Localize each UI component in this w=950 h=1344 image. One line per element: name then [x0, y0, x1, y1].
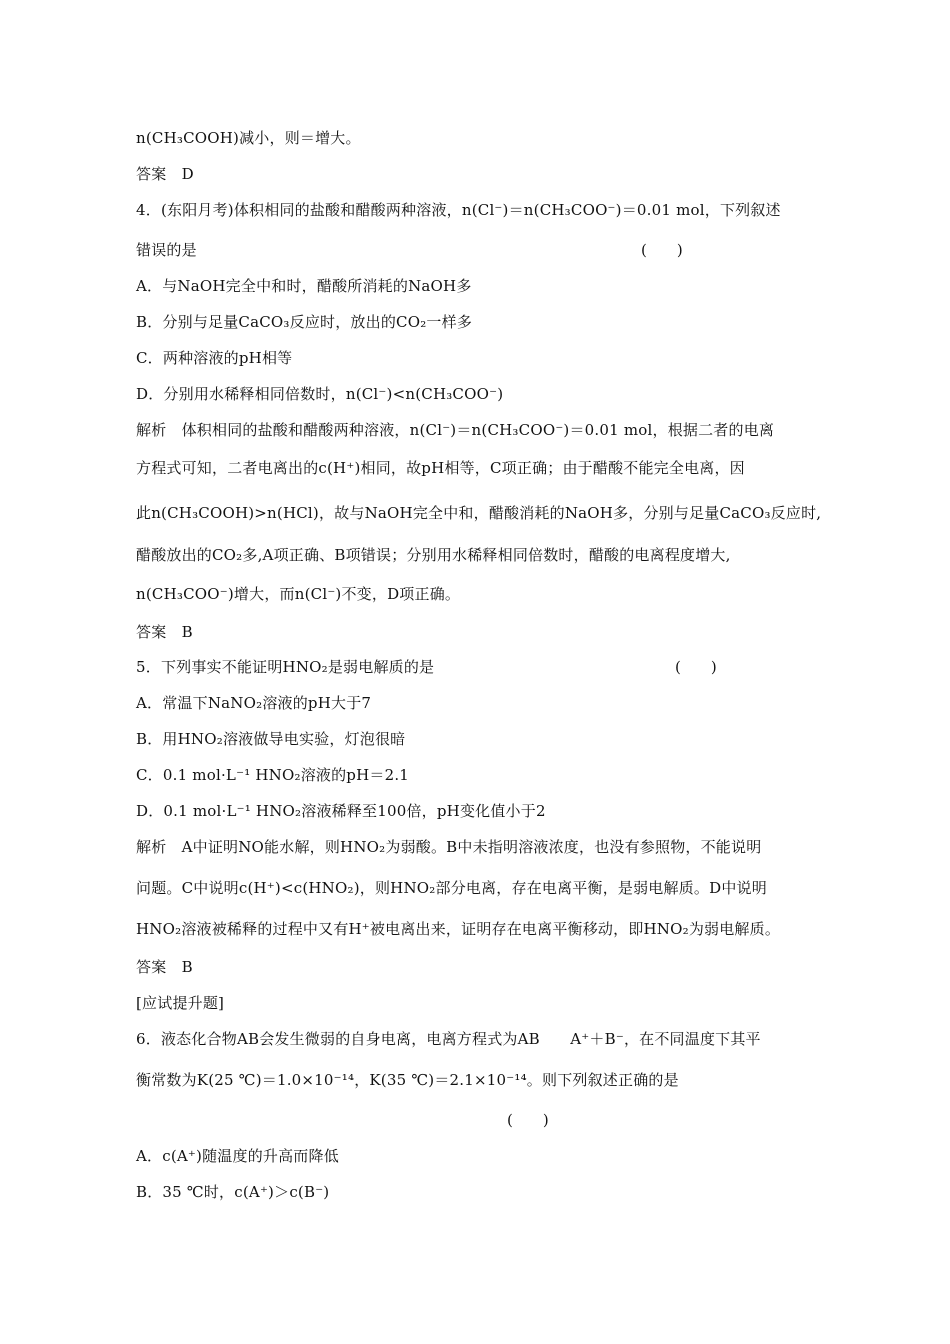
answer-paren-q5: ( ) — [675, 658, 717, 676]
answer-paren-q6: ( ) — [507, 1111, 549, 1129]
option-d: D．0.1 mol·L⁻¹ HNO₂溶液稀释至100倍，pH变化值小于2 — [136, 802, 546, 820]
analysis-line: 方程式可知，二者电离出的c(H⁺)相同，故pH相等，C项正确；由于醋酸不能完全电离，因 — [136, 459, 745, 477]
option-b: B．用HNO₂溶液做导电实验，灯泡很暗 — [136, 730, 406, 748]
analysis-line: 解析 A中证明NO能水解，则HNO₂为弱酸。B中未指明溶液浓度，也没有参照物，不能说明 — [136, 838, 762, 856]
question-6-stem-cont: 衡常数为K(25 ℃)＝1.0×10⁻¹⁴，K(35 ℃)＝2.1×10⁻¹⁴。则下列叙述正确的是 — [136, 1071, 679, 1089]
analysis-line: 问题。C中说明c(H⁺)<c(HNO₂)，则HNO₂部分电离，存在电离平衡，是弱电解质。D中说明 — [136, 879, 767, 897]
analysis-line: n(CH₃COO⁻)增大，而n(Cl⁻)不变，D项正确。 — [136, 585, 461, 603]
option-d: D．分别用水稀释相同倍数时，n(Cl⁻)<n(CH₃COO⁻) — [136, 385, 504, 403]
answer-paren-q4: ( ) — [641, 241, 683, 259]
option-c: C．0.1 mol·L⁻¹ HNO₂溶液的pH＝2.1 — [136, 766, 410, 784]
analysis-line: 解析 体积相同的盐酸和醋酸两种溶液，n(Cl⁻)＝n(CH₃COO⁻)＝0.01 mol，根据二者的电离 — [136, 421, 775, 439]
option-a: A．与NaOH完全中和时，醋酸所消耗的NaOH多 — [136, 277, 472, 295]
option-a: A．常温下NaNO₂溶液的pH大于7 — [136, 694, 372, 712]
question-5-stem: 5．下列事实不能证明HNO₂是弱电解质的是 — [136, 658, 435, 676]
option-b: B．35 ℃时，c(A⁺)＞c(B⁻) — [136, 1183, 330, 1201]
analysis-line: HNO₂溶液被稀释的过程中又有H⁺被电离出来，证明存在电离平衡移动，即HNO₂为弱电解质。 — [136, 920, 781, 938]
analysis-line: 此n(CH₃COOH)>n(HCl)，故与NaOH完全中和，醋酸消耗的NaOH多，分别与足量CaCO₃反应时, — [136, 504, 822, 522]
section-heading: [应试提升题] — [136, 994, 225, 1012]
option-c: C．两种溶液的pH相等 — [136, 349, 293, 367]
question-4-stem-cont: 错误的是 — [136, 241, 197, 259]
question-6-stem: 6．液态化合物AB会发生微弱的自身电离，电离方程式为AB A⁺＋B⁻，在不同温度下其平 — [136, 1030, 761, 1048]
analysis-line: 醋酸放出的CO₂多,A项正确、B项错误；分别用水稀释相同倍数时，醋酸的电离程度增大, — [136, 546, 731, 564]
option-a: A．c(A⁺)随温度的升高而降低 — [136, 1147, 339, 1165]
text-line: n(CH₃COOH)减小，则＝增大。 — [136, 129, 361, 147]
answer-line: 答案 D — [136, 165, 194, 183]
answer-line: 答案 B — [136, 623, 193, 641]
option-b: B．分别与足量CaCO₃反应时，放出的CO₂一样多 — [136, 313, 473, 331]
question-4-stem: 4．(东阳月考)体积相同的盐酸和醋酸两种溶液，n(Cl⁻)＝n(CH₃COO⁻)＝0.01 mol，下列叙述 — [136, 201, 781, 219]
answer-line: 答案 B — [136, 958, 193, 976]
